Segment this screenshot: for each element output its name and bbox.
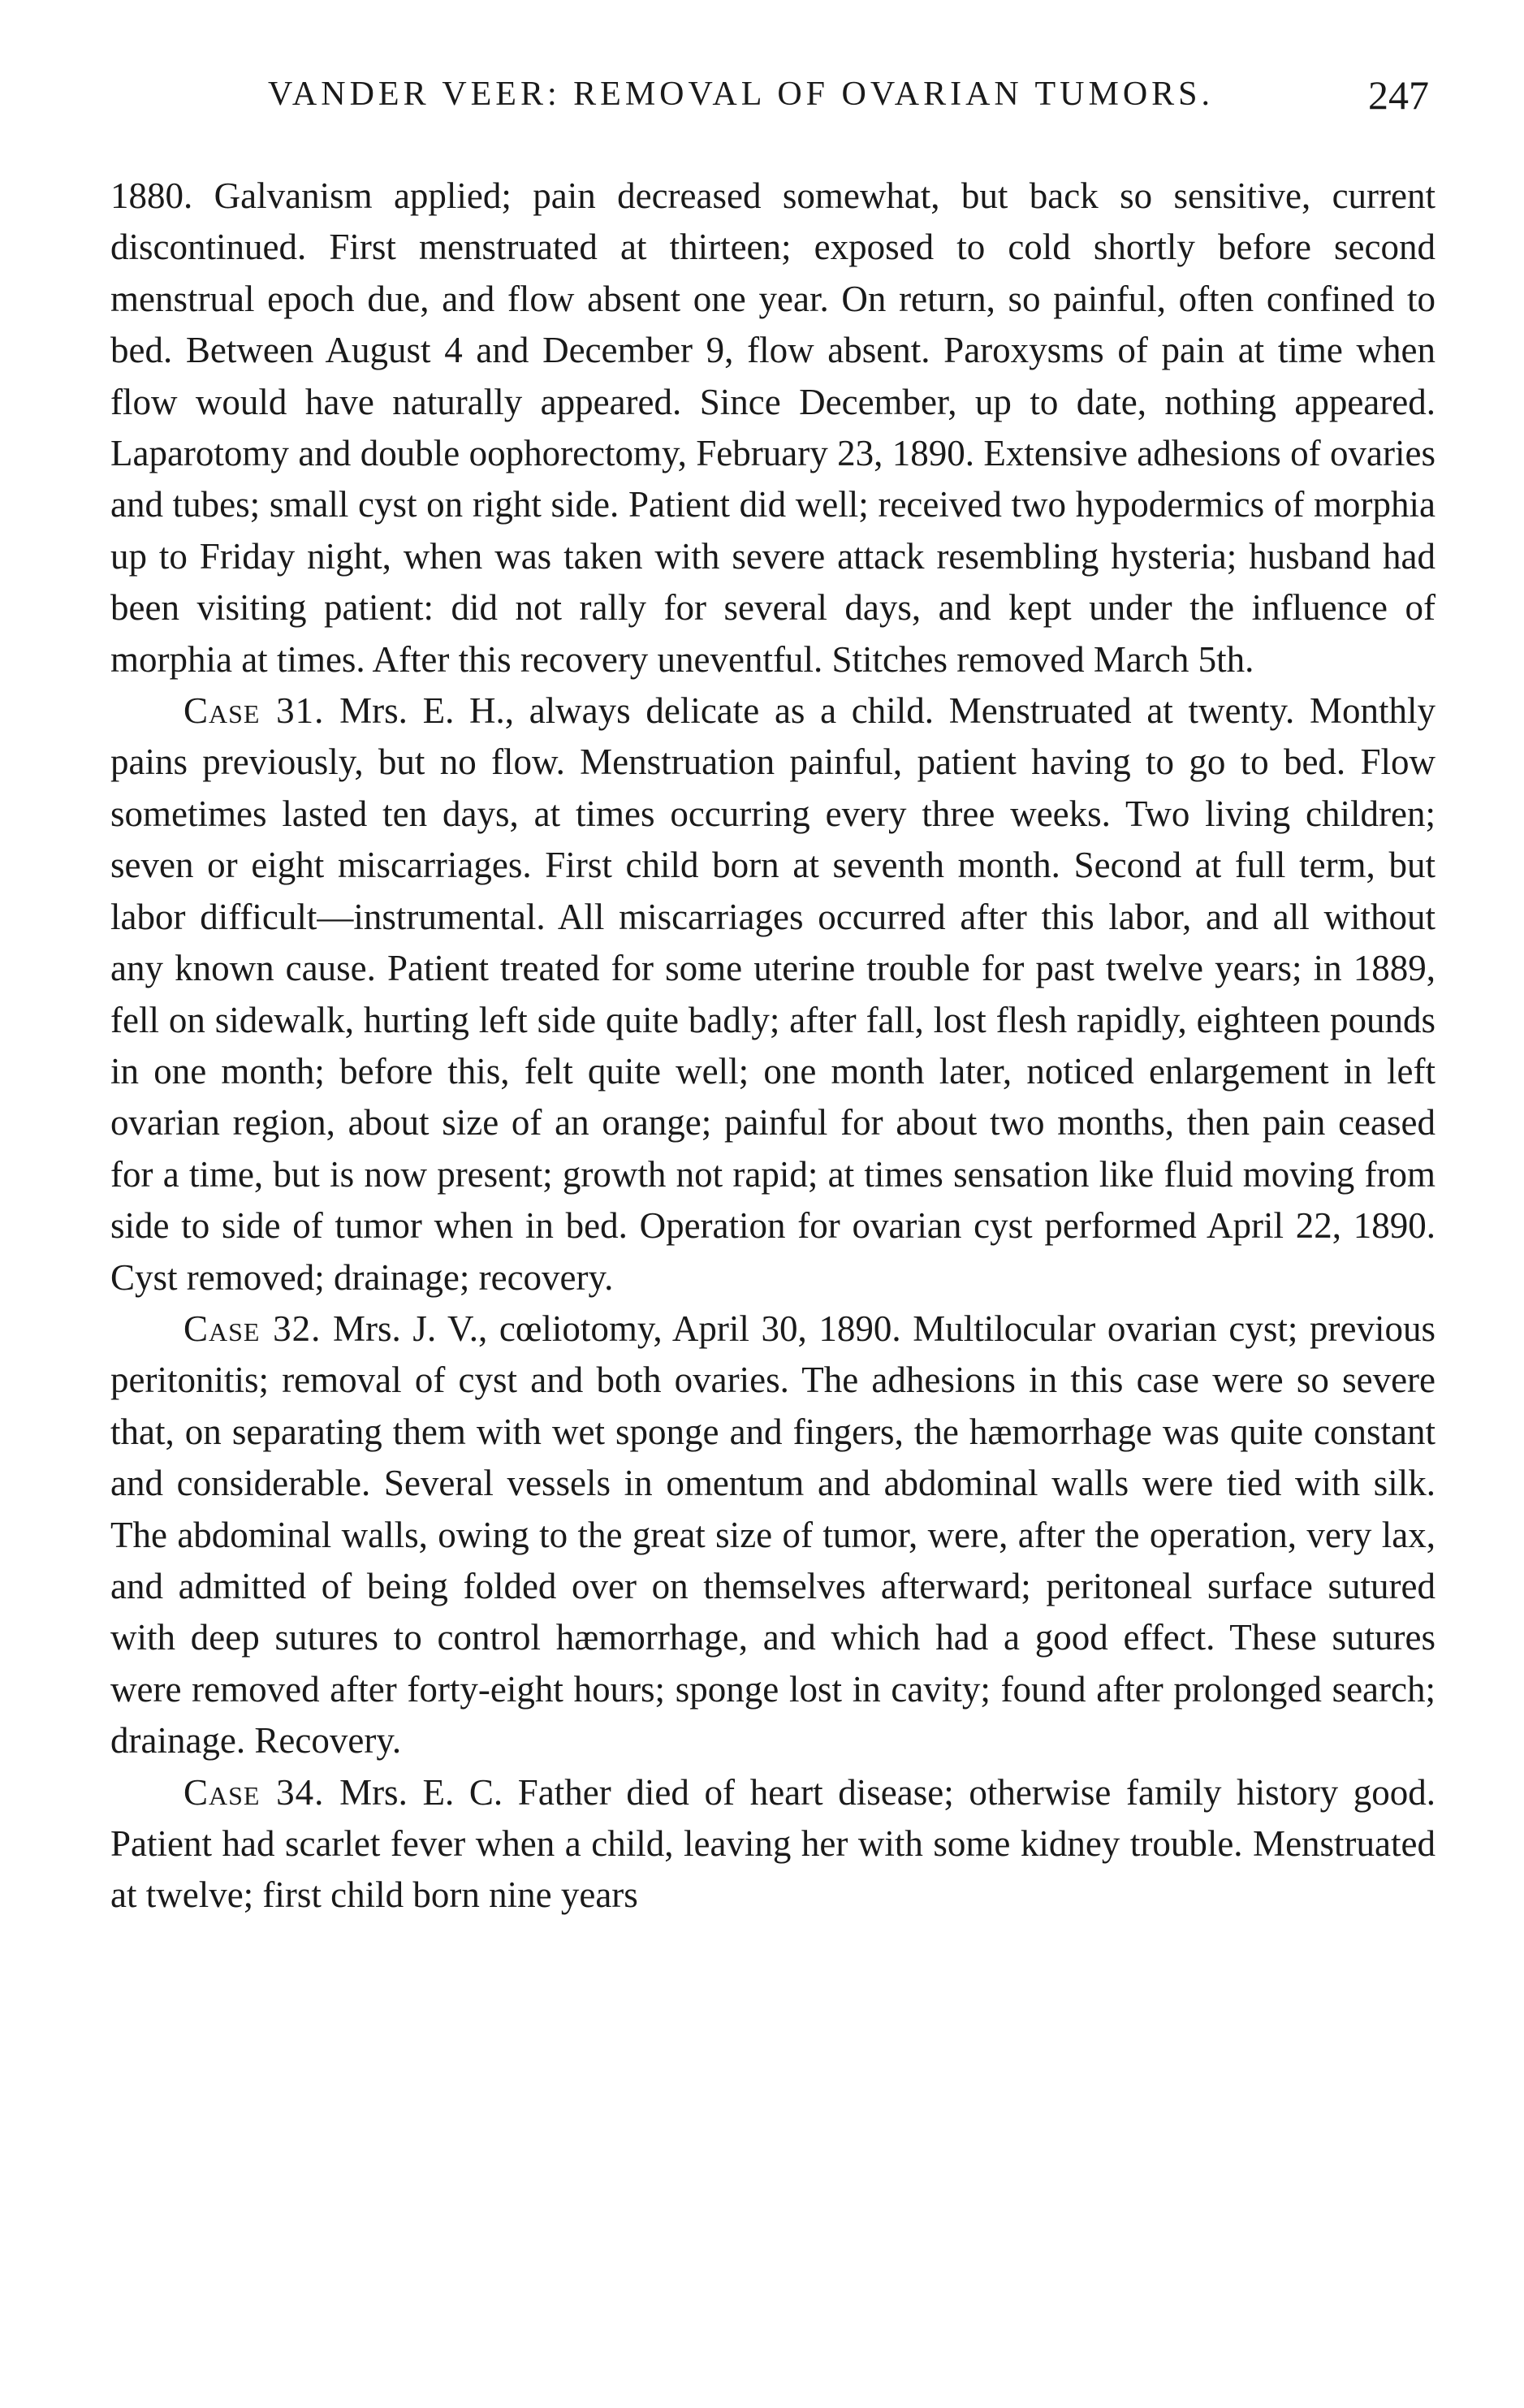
paragraph-text: Mrs. J. V., cœliotomy, April 30, 1890. Multilocular ovarian cyst; previous peritonitis; removal of cyst and both ovaries. The adhesions in this case were so severe that, on separating them with wet sponge and fingers, the hæmorrhage was quite constant and considerable. Several vessels in omentum and abdominal walls were tied with silk. The abdominal walls, owing to the great size of tumor, were, after the operation, very lax, and admitted of being folded over on themselves afterward; peritoneal surface sutured with deep sutures to control hæmorrhage, and which had a good effect. These sutures were removed after forty-eight hours; sponge lost in cavity; found after prolonged search; drainage. Recovery. [110,1308,1436,1762]
paragraph-text: 1880. Galvanism applied; pain decreased somewhat, but back so sensitive, current discontinued. First menstruated at thirteen; exposed to cold shortly before second menstrual epoch due, and flow absent one year. On return, so painful, often confined to bed. Between August 4 and December 9, flow absent. Paroxysms of pain at time when flow would have naturally appeared. Since December, up to date, nothing appeared. Laparotomy and double oophorectomy, February 23, 1890. Extensive adhesions of ovaries and tubes; small cyst on right side. Patient did well; received two hypodermics of morphia up to Friday night, when was taken with severe attack resembling hysteria; husband had been visiting patient: did not rally for several days, and kept under the influence of morphia at times. After this recovery uneventful. Stitches removed March 5th. [110,175,1435,680]
paragraph-case-32 [110,1303,1435,1767]
case-label: Case 34. [183,1771,325,1813]
running-header [244,72,1429,132]
paragraph-case-continuation [110,171,1435,685]
case-label: Case 32. [183,1308,322,1349]
case-label: Case 31. [183,690,325,732]
paragraph-text: Mrs. E. H., always delicate as a child. Menstruated at twenty. Monthly pains previously, but no flow. Menstruation painful, patient having to go to bed. Flow sometimes lasted ten days, at times occurring every three weeks. Two living children; seven or eight miscarriages. First child born at seventh month. Second at full term, but labor difficult—instrumental. All miscarriages occurred after this labor, and all without any known cause. Patient treated for some uterine trouble for past twelve years; in 1889, fell on sidewalk, hurting left side quite badly; after fall, lost flesh rapidly, eighteen pounds in one month; before this, felt quite well; one month later, noticed enlargement in left ovarian region, about size of an orange; painful for about two months, then pain ceased for a time, but is now present; growth not rapid; at times sensation like fluid moving from side to side of tumor when in bed. Operation for ovarian cyst performed April 22, 1890. Cyst removed; drainage; recovery. [110,690,1436,1298]
body-text [110,171,1435,1922]
paragraph-case-31 [110,685,1435,1303]
paragraph-text: Mrs. E. C. Father died of heart disease; otherwise family history good. Patient had scarlet fever when a child, leaving her with some kidney trouble. Menstruated at twelve; first child born nine years [110,1771,1436,1916]
running-title: VANDER VEER: REMOVAL OF OVARIAN TUMORS. [268,76,1215,113]
paragraph-case-34 [110,1767,1435,1922]
page-number: 247 [1368,72,1429,118]
